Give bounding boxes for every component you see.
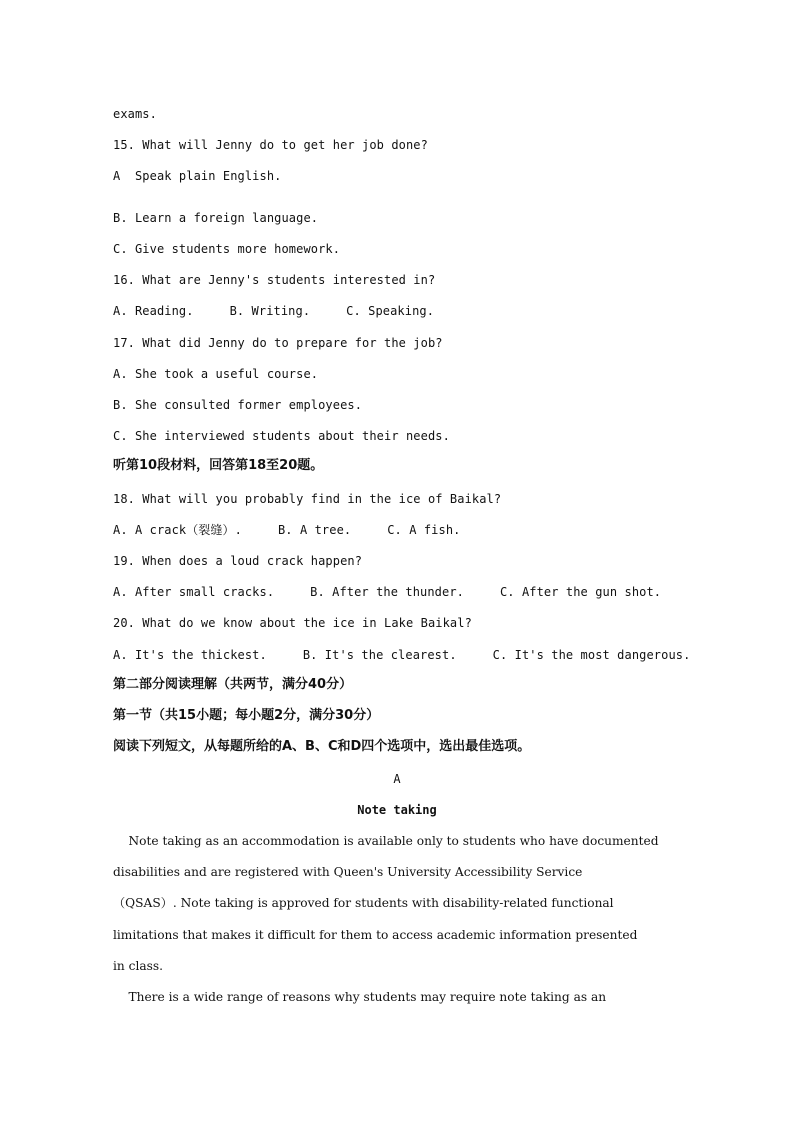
section-1-heading: 第一节（共15小题；每小题2分，满分30分） (113, 708, 380, 723)
question-16: 16. What are Jenny's students interested in? (113, 273, 436, 287)
passage-title: Note taking (357, 803, 437, 817)
options-16 (113, 303, 434, 319)
option-15c: C. Give students more homework. (113, 242, 341, 256)
question-20: 20. What do we know about the ice in Lake Baikal? (113, 616, 472, 630)
option-19b: B. After the thunder. (310, 585, 464, 599)
paragraph-line: disabilities and are registered with Queen's University Accessibility Service (113, 865, 583, 879)
text-line: exams. (113, 107, 157, 121)
option-17b: B. She consulted former employees. (113, 398, 363, 412)
option-19c: C. After the gun shot. (499, 585, 662, 599)
passage-letter: A (393, 772, 401, 786)
paragraph-line: in class. (113, 959, 163, 973)
option-16b: B. Writing. (229, 304, 311, 318)
options-18 (113, 522, 460, 538)
section-heading-10: 听第10段材料，回答第18至20题。 (113, 458, 324, 473)
option-18a: A. A crack（裂缝）. (113, 523, 242, 537)
option-15b: B. Learn a foreign language. (113, 211, 319, 225)
question-18: 18. What will you probably find in the ice of Baikal? (113, 492, 502, 506)
options-19 (113, 584, 661, 600)
question-15: 15. What will Jenny do to get her job done? (113, 138, 428, 152)
option-17c: C. She interviewed students about their needs. (113, 429, 450, 443)
option-16c: C. Speaking. (346, 304, 435, 318)
paragraph-line: （QSAS）. Note taking is approved for students with disability-related functional (113, 896, 614, 910)
option-15a: A Speak plain English. (113, 169, 282, 183)
question-17: 17. What did Jenny do to prepare for the job? (113, 336, 443, 350)
instructions: 阅读下列短文，从每题所给的A、B、C和D四个选项中，选出最佳选项。 (113, 739, 531, 754)
option-20c: C. It's the most dangerous. (492, 648, 691, 662)
paragraph-line: There is a wide range of reasons why students may require note taking as an (113, 990, 607, 1004)
option-17a: A. She took a useful course. (113, 367, 319, 381)
option-18b: B. A tree. (277, 523, 352, 537)
option-19a: A. After small cracks. (113, 585, 275, 599)
paragraph-line: limitations that makes it difficult for them to access academic information presented (113, 928, 638, 942)
option-16a: A. Reading. (113, 304, 194, 318)
option-20b: B. It's the clearest. (302, 648, 457, 662)
option-18c: C. A fish. (387, 523, 461, 537)
part-2-heading: 第二部分阅读理解（共两节，满分40分） (113, 677, 353, 692)
question-19: 19. When does a loud crack happen? (113, 554, 363, 568)
options-20 (113, 647, 690, 663)
option-20a: A. It's the thickest. (113, 648, 267, 662)
paragraph-line: Note taking as an accommodation is available only to students who have documented (113, 834, 659, 848)
